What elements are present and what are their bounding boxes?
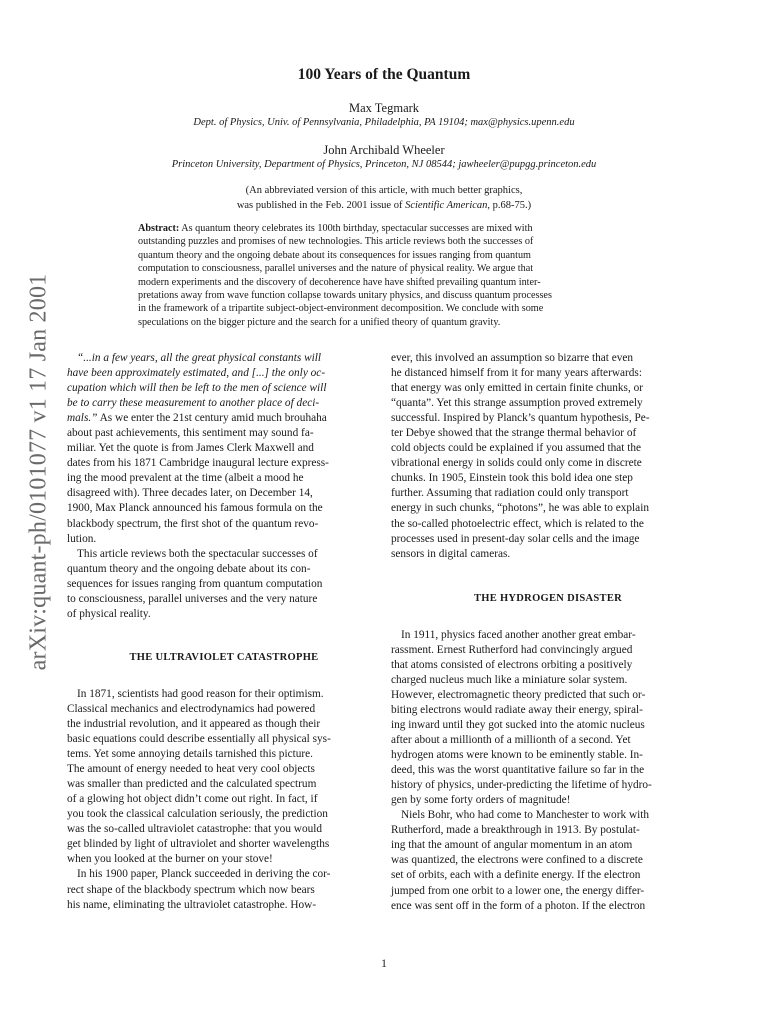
page-number: 1 xyxy=(381,958,387,970)
text-line: lution. xyxy=(67,532,97,545)
text-line: basic equations could describe essentially all physical sys- xyxy=(67,733,331,746)
abstract xyxy=(138,222,632,329)
text-line: be to carry these measurement to another place of deci- xyxy=(67,397,320,410)
abstract-line xyxy=(138,222,632,235)
text-line: when you looked at the burner on your stove! xyxy=(67,853,273,866)
text-line: have been approximately estimated, and [...] the only oc- xyxy=(67,367,326,380)
abstract-text: As quantum theory celebrates its 100th birthday, spectacular successes are mixed with xyxy=(179,223,533,234)
text-line: ever, this involved an assumption so bizarre that even xyxy=(391,352,634,364)
right-column xyxy=(391,351,705,914)
text-line: his name, eliminating the ultraviolet catastrophe. How- xyxy=(67,898,317,911)
text-line: was smaller than predicted and the calculated spectrum xyxy=(67,778,317,791)
note-text: was published in the Feb. 2001 issue of xyxy=(236,200,406,211)
abstract-line: speculations on the bigger picture and the search for a unified theory of quantum gravity. xyxy=(138,316,501,328)
text-line: biting electrons would radiate away their energy, spiral- xyxy=(391,703,643,716)
text-line: hydrogen atoms were known to be eminently stable. In- xyxy=(391,749,643,762)
arxiv-id: arXiv:quant-ph/0101077 v1 17 Jan 2001 xyxy=(25,273,52,671)
text-line: “quanta”. Yet this strange assumption proved extremely xyxy=(391,397,643,410)
journal-name: Scientific American xyxy=(405,200,488,211)
text-line: set of orbits, each with a definite energy. If the electron xyxy=(391,869,641,882)
text-line: disagreed with). Three decades later, on December 14, xyxy=(67,487,313,500)
publication-note xyxy=(0,183,768,213)
text-line: ing inward until they got sucked into the atomic nucleus xyxy=(391,718,645,731)
body-paragraph xyxy=(391,351,705,562)
text-line: quantum theory and the ongoing debate about its con- xyxy=(67,562,311,575)
abstract-line: modern experiments and the discovery of decoherence have have shifted prevailing quantum inter- xyxy=(138,276,541,288)
text-line: ter Debye showed that the strange thermal behavior of xyxy=(391,427,637,440)
body-paragraph xyxy=(391,628,705,809)
text-line: history of physics, under-predicting the lifetime of hydro- xyxy=(391,779,652,792)
text-line: cupation which will then be left to the men of science will xyxy=(67,382,327,395)
text-line: In 1911, physics faced another another great embar- xyxy=(401,628,636,641)
text-line: get blinded by light of ultraviolet and shorter wavelengths xyxy=(67,838,330,851)
text-line: cold objects could be explained if you assumed that the xyxy=(391,442,642,455)
text-line: charged nucleus much like a miniature solar system. xyxy=(391,673,628,686)
body-paragraph xyxy=(391,808,705,913)
text-line: about past achievements, this sentiment may sound fa- xyxy=(67,427,314,440)
author-affiliation: Princeton University, Department of Physics, Princeton, NJ 08544; jawheeler@pupgg.princeton.edu xyxy=(171,159,597,170)
text-line: you took the classical calculation seriously, the prediction xyxy=(67,808,328,821)
text-line: However, electromagnetic theory predicted that such or- xyxy=(391,688,646,701)
left-column xyxy=(67,351,381,913)
author-affiliation: Dept. of Physics, Univ. of Pennsylvania, Philadelphia, PA 19104; max@physics.upenn.edu xyxy=(193,117,575,128)
text-fragment: As we enter the 21st century amid much brouhaha xyxy=(97,412,327,425)
paper-title: 100 Years of the Quantum xyxy=(297,66,471,83)
body-paragraph xyxy=(67,867,381,912)
text-line: sensors in digital cameras. xyxy=(391,547,511,560)
section-heading: THE ULTRAVIOLET CATASTROPHE xyxy=(129,651,319,663)
abstract-line: pretations away from wave function collapse towards unitary physics, and discuss quantum processes xyxy=(138,290,552,302)
text-line: the industrial revolution, and it appeared as though their xyxy=(67,717,321,730)
text-line: blackbody spectrum, the first shot of the quantum revo- xyxy=(67,517,319,530)
text-line: energy in such chunks, “photons”, he was able to explain xyxy=(391,502,649,515)
arxiv-sidebar-stamp xyxy=(24,262,54,682)
text-line: chunks. In 1905, Einstein took this bold idea one step xyxy=(391,472,633,485)
text-line: ing that the amount of angular momentum in an atom xyxy=(391,839,633,852)
abstract-line: quantum theory and the ongoing debate about its consequences for issues ranging from quantum xyxy=(138,249,531,261)
text-line: “...in a few years, all the great physical constants will xyxy=(77,352,322,364)
abstract-line: computation to consciousness, parallel universes and the nature of physical reality. We argue that xyxy=(138,263,534,275)
body-paragraph xyxy=(67,547,381,622)
text-line: miliar. Yet the quote is from James Clerk Maxwell and xyxy=(67,442,314,455)
abstract-line: in the framework of a tripartite subject-object-environment decomposition. We conclude with some xyxy=(138,303,544,315)
text-line: processes used in present-day solar cells and the image xyxy=(391,532,640,545)
text-line: rassment. Ernest Rutherford had convincingly argued xyxy=(391,643,633,656)
text-line: was the so-called ultraviolet catastrophe: that you would xyxy=(67,823,323,836)
body-paragraph xyxy=(67,687,381,868)
abstract-label: Abstract: xyxy=(138,223,180,234)
text-line: jumped from one orbit to a lower one, the energy differ- xyxy=(391,884,645,897)
text-line: that atoms consisted of electrons orbiting a positively xyxy=(391,658,633,671)
text-line: vibrational energy in solids could only come in discrete xyxy=(391,457,642,470)
text-line: In his 1900 paper, Planck succeeded in deriving the cor- xyxy=(77,868,331,881)
text-line: Classical mechanics and electrodynamics had powered xyxy=(67,702,316,715)
text-line xyxy=(67,411,381,426)
text-line: tems. Yet some annoying details tarnished this picture. xyxy=(67,748,313,761)
text-line: dates from his 1871 Cambridge inaugural lecture express- xyxy=(67,457,329,470)
text-line: to consciousness, parallel universes and the very nature xyxy=(67,592,318,605)
note-line: (An abbreviated version of this article, with much better graphics, xyxy=(245,185,523,196)
text-line: successful. Inspired by Planck’s quantum hypothesis, Pe- xyxy=(391,412,650,425)
text-line: The amount of energy needed to heat very cool objects xyxy=(67,763,315,776)
text-line: ing the mood prevalent at the time (albeit a mood he xyxy=(67,472,304,485)
text-line: the so-called photoelectric effect, which is related to the xyxy=(391,517,644,530)
text-line: of a glowing hot object didn’t come out right. In fact, if xyxy=(67,793,318,806)
text-line: deed, this was the worst quantitative failure so far in the xyxy=(391,764,645,777)
text-line: sequences for issues ranging from quantum computation xyxy=(67,577,323,590)
text-line: that energy was only emitted in certain finite chunks, or xyxy=(391,382,644,395)
note-text: , p.68-75.) xyxy=(487,200,532,211)
author-name: John Archibald Wheeler xyxy=(323,143,445,157)
maxwell-quote-paragraph xyxy=(67,351,381,547)
quote-end: mals.” xyxy=(67,412,98,425)
text-line: gen by some forty orders of magnitude! xyxy=(391,794,571,807)
text-line: of physical reality. xyxy=(67,607,151,620)
text-line: This article reviews both the spectacular successes of xyxy=(77,547,318,560)
section-heading: THE HYDROGEN DISASTER xyxy=(473,592,623,604)
text-line: 1900, Max Planck announced his famous formula on the xyxy=(67,502,323,515)
text-line: after about a millionth of a millionth of a second. Yet xyxy=(391,734,631,747)
text-line: Rutherford, made a breakthrough in 1913. By postulat- xyxy=(391,824,640,837)
note-line xyxy=(0,198,768,213)
text-line: was quantized, the electrons were confined to a discrete xyxy=(391,854,643,867)
text-line: Niels Bohr, who had come to Manchester to work with xyxy=(401,809,650,822)
text-line: ence was sent off in the form of a photon. If the electron xyxy=(391,899,646,912)
text-line: In 1871, scientists had good reason for their optimism. xyxy=(77,687,324,700)
text-line: rect shape of the blackbody spectrum which now bears xyxy=(67,883,315,896)
text-line: he distanced himself from it for many years afterwards: xyxy=(391,367,642,380)
text-line: further. Assuming that radiation could only transport xyxy=(391,487,629,500)
author-name: Max Tegmark xyxy=(348,101,420,115)
abstract-line: outstanding puzzles and promises of new technologies. This article reviews both the successes of xyxy=(138,236,534,248)
